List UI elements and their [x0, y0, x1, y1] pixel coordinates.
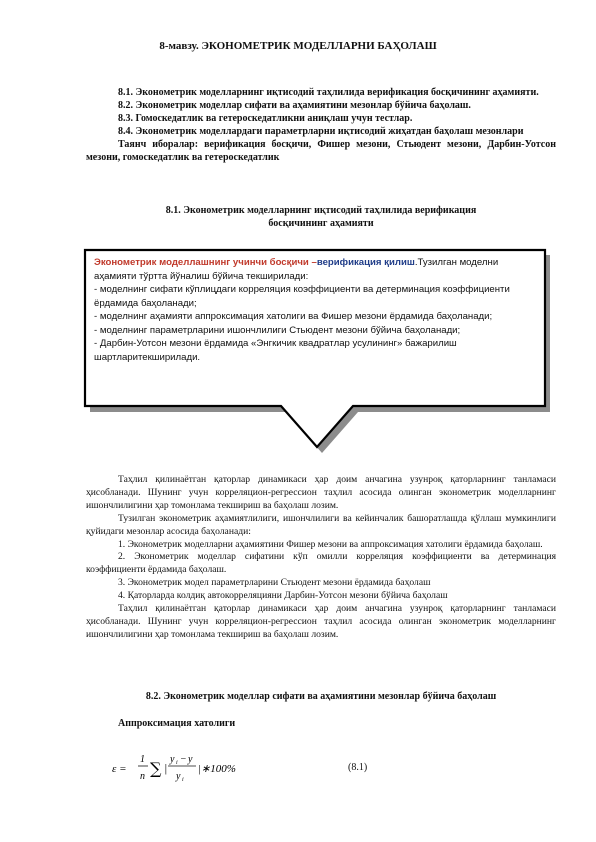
formula-inner-num: y: [170, 754, 175, 765]
section-1-title: [86, 204, 556, 230]
callout-item-4: - Дарбин-Уотсон мезони ёрдамида «Энгкичик квадратлар усулининг» бажарилиш шартларитекширилади.: [94, 338, 457, 363]
formula-sum: ∑: [150, 759, 162, 778]
toc-item-1: 8.1. Эконометрик моделларнинг иқтисодий таҳлилида верификация босқичининг аҳамияти.: [118, 87, 539, 98]
callout-text: [94, 256, 539, 364]
list-item-1: 1. Эконометрик моделларни аҳамиятини Фишер мезони ва аппроксимация хатолиги ёрдамида баҳолаш.: [118, 538, 543, 550]
svg-text:i: i: [182, 777, 184, 783]
formula-lhs: ε =: [112, 763, 127, 775]
paragraph-2: Тузилган эконометрик аҳамиятлилиги, ишончлилиги ва кейинчалик башоратлашда қўллаш мумкинлиги қуйидаги мезонлар асосида баҳоланади:: [86, 512, 556, 537]
paragraph-1: Таҳлил қилинаётган қаторлар динамикаси ҳар доим анчагина узунроқ қаторларнинг танламаси ҳисобланади. Шунинг учун корреляцион-регрессион таҳлил асосида олинган эконометрик моделларнинг ишончлилигини ҳар томонлама текшириш ва баҳолаш лозим.: [86, 474, 556, 511]
callout-item-1: - моделнинг сифати кўплицдаги корреляция коэффициенти ва детерминация коэффициенти ёрдамида баҳоланади;: [94, 284, 510, 309]
page-title: 8-мавзу. ЭКОНОМЕТРИК МОДЕЛЛАРНИ БАҲОЛАШ: [159, 40, 437, 52]
table-of-contents: [86, 86, 556, 164]
approximation-heading: Аппроксимация хатолиги: [118, 718, 236, 729]
formula-inner-den: y: [176, 771, 181, 782]
body-text: [86, 474, 556, 642]
section-2-title: 8.2. Эконометрик моделлар сифати ва аҳамиятини мезонлар бўйича баҳолаш: [145, 691, 497, 702]
section-1-title-line-1: 8.1. Эконометрик моделларнинг иқтисодий таҳлилида верификация: [165, 205, 477, 216]
list-item-4: 4. Қаторларда колдиқ автокорреляцияни Дарбин-Уотсон мезони бўйича баҳолаш: [118, 590, 448, 602]
toc-item-3: 8.3. Гомоскедатлик ва гетероскедатликни аниқлаш учун тестлар.: [118, 113, 413, 124]
svg-text:y: y: [188, 754, 193, 765]
callout-lead-blue: верификация қилиш: [316, 257, 415, 268]
svg-text:−: −: [180, 754, 187, 765]
toc-item-2: 8.2. Эконометрик моделлар сифати ва аҳамиятини мезонлар бўйича баҳолаш.: [118, 100, 471, 111]
keywords-line: Таянч иборалар: верификация босқичи, Фишер мезони, Стьюдент мезони, Дарбин-Уотсон мезони, гомоскедатлик ва гетероскедатлик: [86, 139, 556, 163]
callout-item-3: - моделнинг параметрларини ишончлилиги Стьюдент мезони бўйича баҳоланади;: [94, 324, 461, 336]
callout-lead-rest: .Тузилган моделни аҳамияти тўртта йўналиш бўйича текширилади:: [94, 257, 499, 282]
paragraph-3: Таҳлил қилинаётган қаторлар динамикаси ҳар доим анчагина узунроқ қаторларнинг танламаси ҳисобланади. Шунинг учун корреляцион-регрессион таҳлил асосида олинган эконометрик моделларнинг ишончлилигини ҳар томонлама текшириш ва баҳолаш лозим.: [86, 603, 556, 640]
callout-lead-red: Эконометрик моделлашнинг учинчи босқичи –: [94, 257, 317, 268]
list-item-3: 3. Эконометрик модел параметрларини Стьюдент мезони ёрдамида баҳолаш: [118, 577, 431, 589]
callout-item-2: - моделнинг аҳамияти аппроксимация хатолиги ва Фишер мезони ёрдамида баҳоланади;: [94, 311, 493, 322]
list-item-2: 2. Эконометрик моделлар сифатини кўп омилли корреляция коэффициенти ва детерминация коэффициенти ёрдамида баҳолаш.: [86, 551, 556, 576]
formula-8-1: [112, 748, 312, 790]
formula-frac-den: n: [140, 771, 145, 782]
callout-lead: [94, 256, 539, 283]
svg-text:i: i: [176, 760, 178, 766]
toc-item-4: 8.4. Эконометрик моделлардаги параметрларни иқтисодий жиҳатдан баҳолаш мезонлари: [118, 126, 524, 137]
formula-tail: |∗100%: [198, 763, 236, 775]
formula-frac-num: 1: [140, 754, 145, 765]
equation-number: (8.1): [348, 762, 368, 773]
svg-text:|: |: [164, 761, 168, 775]
section-1-title-line-2: босқичининг аҳамияти: [268, 218, 374, 229]
